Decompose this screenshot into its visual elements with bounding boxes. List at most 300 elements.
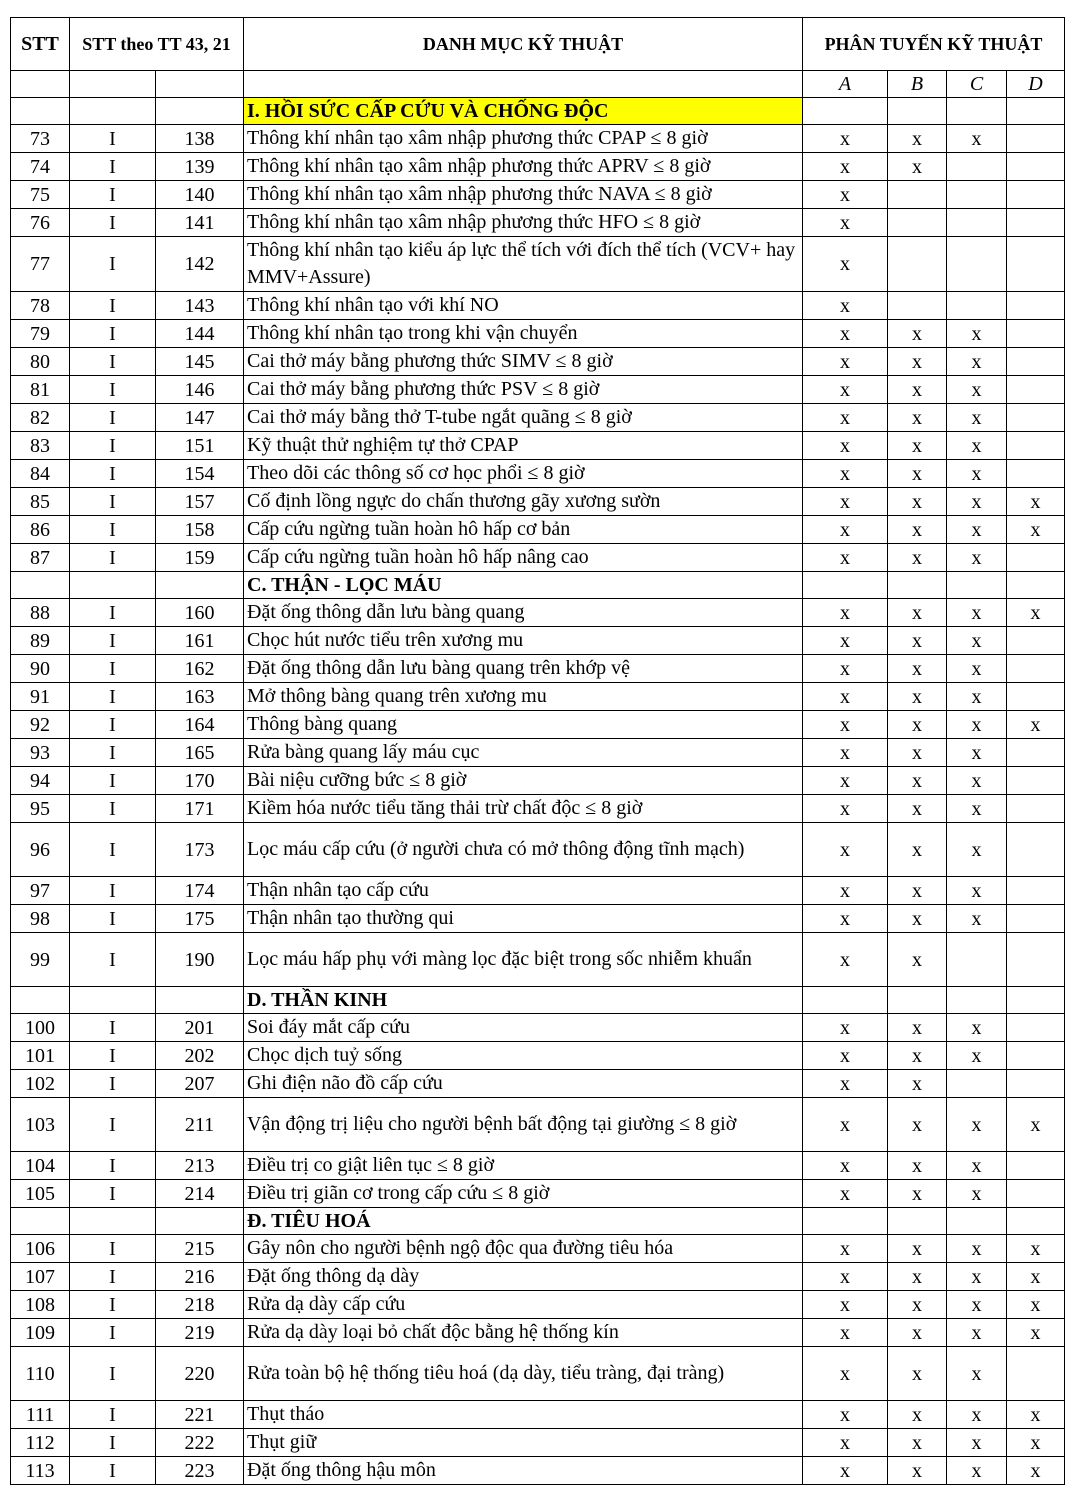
table-row [11, 432, 1065, 460]
row-technique-name: Thông khí nhân tạo xâm nhập phương thức CPAP ≤ 8 giờ [244, 125, 803, 153]
table-row [11, 739, 1065, 767]
row-stt: 78 [11, 292, 70, 320]
row-technique-name: Chọc hút nước tiểu trên xương mu [244, 627, 803, 655]
row-level-d [1007, 292, 1065, 320]
row-chapter: I [70, 1235, 156, 1263]
row-chapter: I [70, 1098, 156, 1152]
row-stt: 109 [11, 1319, 70, 1347]
row-level-b: x [888, 1042, 947, 1070]
row-level-a: x [803, 1180, 888, 1208]
table-row [11, 376, 1065, 404]
row-technique-name: Rửa toàn bộ hệ thống tiêu hoá (dạ dày, tiểu tràng, đại tràng) [244, 1347, 803, 1401]
row-level-a: x [803, 320, 888, 348]
row-level-b: x [888, 1457, 947, 1485]
row-level-a: x [803, 125, 888, 153]
row-chapter: I [70, 1042, 156, 1070]
row-level-c: x [947, 544, 1007, 572]
row-technique-name: Bài niệu cưỡng bức ≤ 8 giờ [244, 767, 803, 795]
row-level-c: x [947, 516, 1007, 544]
row-stt: 104 [11, 1152, 70, 1180]
row-level-b [888, 181, 947, 209]
row-level-a: x [803, 181, 888, 209]
row-stt: 105 [11, 1180, 70, 1208]
row-chapter: I [70, 1347, 156, 1401]
row-level-c: x [947, 348, 1007, 376]
section-title: D. THẦN KINH [244, 987, 803, 1014]
row-level-b: x [888, 488, 947, 516]
row-level-b: x [888, 795, 947, 823]
row-technique-name: Thông khí nhân tạo xâm nhập phương thức HFO ≤ 8 giờ [244, 209, 803, 237]
row-stt: 112 [11, 1429, 70, 1457]
row-level-d: x [1007, 1429, 1065, 1457]
row-technique-name: Cai thở máy bằng thở T-tube ngắt quãng ≤ 8 giờ [244, 404, 803, 432]
section-row [11, 1208, 1065, 1235]
row-level-a: x [803, 933, 888, 987]
header-phan-tuyen: PHÂN TUYẾN KỸ THUẬT [803, 18, 1065, 71]
row-chapter: I [70, 739, 156, 767]
row-technique-name: Cấp cứu ngừng tuần hoàn hô hấp cơ bản [244, 516, 803, 544]
row-stt: 110 [11, 1347, 70, 1401]
row-stt: 100 [11, 1014, 70, 1042]
row-level-b: x [888, 627, 947, 655]
row-level-c: x [947, 1263, 1007, 1291]
row-level-d [1007, 153, 1065, 181]
row-level-c: x [947, 1457, 1007, 1485]
row-level-a: x [803, 711, 888, 739]
row-level-d [1007, 683, 1065, 711]
row-level-b: x [888, 348, 947, 376]
table-row [11, 1235, 1065, 1263]
row-stt: 83 [11, 432, 70, 460]
row-technique-name: Đặt ống thông dẫn lưu bàng quang trên khớp vệ [244, 655, 803, 683]
table-row [11, 153, 1065, 181]
row-level-b [888, 209, 947, 237]
row-level-b: x [888, 1291, 947, 1319]
row-technique-name: Thụt tháo [244, 1401, 803, 1429]
row-technique-name: Điều trị co giật liên tục ≤ 8 giờ [244, 1152, 803, 1180]
row-level-c: x [947, 1180, 1007, 1208]
row-level-a: x [803, 460, 888, 488]
row-level-a: x [803, 1070, 888, 1098]
row-technique-name: Thận nhân tạo cấp cứu [244, 877, 803, 905]
row-level-c: x [947, 627, 1007, 655]
row-level-b: x [888, 1429, 947, 1457]
row-level-d [1007, 767, 1065, 795]
row-tt-number: 201 [156, 1014, 244, 1042]
header-col-b: B [888, 71, 947, 98]
row-level-c: x [947, 767, 1007, 795]
row-tt-number: 151 [156, 432, 244, 460]
row-stt: 74 [11, 153, 70, 181]
row-level-d [1007, 320, 1065, 348]
row-tt-number: 211 [156, 1098, 244, 1152]
row-level-b: x [888, 933, 947, 987]
row-tt-number: 218 [156, 1291, 244, 1319]
table-row [11, 404, 1065, 432]
row-stt: 106 [11, 1235, 70, 1263]
row-level-a: x [803, 209, 888, 237]
technique-table [10, 17, 1065, 1485]
table-row [11, 823, 1065, 877]
row-level-a: x [803, 376, 888, 404]
row-technique-name: Kiềm hóa nước tiểu tăng thải trừ chất độc ≤ 8 giờ [244, 795, 803, 823]
row-stt: 108 [11, 1291, 70, 1319]
row-level-d [1007, 1014, 1065, 1042]
row-chapter: I [70, 1429, 156, 1457]
row-chapter: I [70, 348, 156, 376]
table-row [11, 905, 1065, 933]
section-title: I. HỒI SỨC CẤP CỨU VÀ CHỐNG ĐỘC [244, 98, 803, 125]
row-level-c [947, 153, 1007, 181]
row-level-a: x [803, 348, 888, 376]
row-level-a: x [803, 516, 888, 544]
row-tt-number: 160 [156, 599, 244, 627]
row-level-d: x [1007, 1098, 1065, 1152]
row-level-d [1007, 376, 1065, 404]
row-technique-name: Gây nôn cho người bệnh ngộ độc qua đường tiêu hóa [244, 1235, 803, 1263]
row-level-c: x [947, 711, 1007, 739]
row-level-d: x [1007, 488, 1065, 516]
row-technique-name: Thông bàng quang [244, 711, 803, 739]
row-chapter: I [70, 795, 156, 823]
row-stt: 111 [11, 1401, 70, 1429]
row-level-d [1007, 655, 1065, 683]
row-level-a: x [803, 683, 888, 711]
row-level-c: x [947, 683, 1007, 711]
row-level-b: x [888, 1263, 947, 1291]
row-technique-name: Theo dõi các thông số cơ học phổi ≤ 8 giờ [244, 460, 803, 488]
table-row [11, 488, 1065, 516]
row-tt-number: 175 [156, 905, 244, 933]
row-level-a: x [803, 1152, 888, 1180]
row-level-a: x [803, 1401, 888, 1429]
row-level-b: x [888, 1319, 947, 1347]
row-chapter: I [70, 655, 156, 683]
row-chapter: I [70, 237, 156, 292]
row-level-c: x [947, 877, 1007, 905]
row-level-d: x [1007, 711, 1065, 739]
row-level-d: x [1007, 1291, 1065, 1319]
row-chapter: I [70, 209, 156, 237]
row-tt-number: 202 [156, 1042, 244, 1070]
table-row [11, 209, 1065, 237]
row-tt-number: 143 [156, 292, 244, 320]
row-level-d [1007, 877, 1065, 905]
row-level-b: x [888, 1180, 947, 1208]
row-level-c: x [947, 125, 1007, 153]
row-level-a: x [803, 404, 888, 432]
row-technique-name: Chọc dịch tuỷ sống [244, 1042, 803, 1070]
row-stt: 89 [11, 627, 70, 655]
row-tt-number: 162 [156, 655, 244, 683]
row-level-c: x [947, 1235, 1007, 1263]
row-level-d [1007, 1070, 1065, 1098]
row-chapter: I [70, 432, 156, 460]
row-level-c: x [947, 404, 1007, 432]
row-chapter: I [70, 404, 156, 432]
row-chapter: I [70, 1070, 156, 1098]
row-chapter: I [70, 1457, 156, 1485]
row-level-b [888, 237, 947, 292]
row-stt: 98 [11, 905, 70, 933]
table-row [11, 516, 1065, 544]
row-technique-name: Cai thở máy bằng phương thức SIMV ≤ 8 giờ [244, 348, 803, 376]
row-level-b: x [888, 153, 947, 181]
row-tt-number: 147 [156, 404, 244, 432]
row-level-c: x [947, 1014, 1007, 1042]
row-technique-name: Thụt giữ [244, 1429, 803, 1457]
row-tt-number: 164 [156, 711, 244, 739]
table-row [11, 767, 1065, 795]
row-level-b: x [888, 823, 947, 877]
row-tt-number: 144 [156, 320, 244, 348]
row-level-c: x [947, 488, 1007, 516]
row-chapter: I [70, 905, 156, 933]
table-row [11, 181, 1065, 209]
table-row [11, 933, 1065, 987]
row-tt-number: 157 [156, 488, 244, 516]
section-title: Đ. TIÊU HOÁ [244, 1208, 803, 1235]
row-stt: 95 [11, 795, 70, 823]
row-tt-number: 146 [156, 376, 244, 404]
section-row [11, 98, 1065, 125]
row-technique-name: Thông khí nhân tạo xâm nhập phương thức APRV ≤ 8 giờ [244, 153, 803, 181]
row-stt: 99 [11, 933, 70, 987]
row-technique-name: Ghi điện não đồ cấp cứu [244, 1070, 803, 1098]
row-level-d [1007, 181, 1065, 209]
table-row [11, 655, 1065, 683]
row-tt-number: 154 [156, 460, 244, 488]
row-tt-number: 138 [156, 125, 244, 153]
row-level-d [1007, 627, 1065, 655]
row-tt-number: 220 [156, 1347, 244, 1401]
row-level-c: x [947, 739, 1007, 767]
row-level-a: x [803, 432, 888, 460]
row-technique-name: Cấp cứu ngừng tuần hoàn hô hấp nâng cao [244, 544, 803, 572]
row-level-d [1007, 905, 1065, 933]
row-level-c: x [947, 432, 1007, 460]
row-level-b: x [888, 683, 947, 711]
table-row [11, 320, 1065, 348]
row-tt-number: 145 [156, 348, 244, 376]
row-technique-name: Thận nhân tạo thường qui [244, 905, 803, 933]
row-level-a: x [803, 1098, 888, 1152]
row-level-b: x [888, 599, 947, 627]
table-row [11, 1180, 1065, 1208]
row-chapter: I [70, 711, 156, 739]
row-level-b: x [888, 516, 947, 544]
row-level-a: x [803, 795, 888, 823]
row-tt-number: 221 [156, 1401, 244, 1429]
row-tt-number: 174 [156, 877, 244, 905]
table-row [11, 627, 1065, 655]
table-row [11, 237, 1065, 292]
table-row [11, 711, 1065, 739]
table-row [11, 1291, 1065, 1319]
row-stt: 91 [11, 683, 70, 711]
row-tt-number: 170 [156, 767, 244, 795]
row-level-b: x [888, 905, 947, 933]
row-technique-name: Rửa dạ dày cấp cứu [244, 1291, 803, 1319]
row-tt-number: 190 [156, 933, 244, 987]
row-chapter: I [70, 627, 156, 655]
table-row [11, 1152, 1065, 1180]
row-stt: 76 [11, 209, 70, 237]
row-chapter: I [70, 1263, 156, 1291]
row-level-d [1007, 460, 1065, 488]
table-row [11, 599, 1065, 627]
row-level-c: x [947, 599, 1007, 627]
row-level-c [947, 1070, 1007, 1098]
row-level-d: x [1007, 1457, 1065, 1485]
row-stt: 86 [11, 516, 70, 544]
row-level-c: x [947, 905, 1007, 933]
row-level-d [1007, 432, 1065, 460]
row-level-d: x [1007, 1319, 1065, 1347]
row-level-c [947, 933, 1007, 987]
row-level-c: x [947, 376, 1007, 404]
row-tt-number: 163 [156, 683, 244, 711]
row-chapter: I [70, 683, 156, 711]
table-row [11, 877, 1065, 905]
row-technique-name: Mở thông bàng quang trên xương mu [244, 683, 803, 711]
row-level-d: x [1007, 516, 1065, 544]
table-row [11, 1014, 1065, 1042]
row-level-d [1007, 237, 1065, 292]
row-chapter: I [70, 460, 156, 488]
row-chapter: I [70, 767, 156, 795]
row-chapter: I [70, 488, 156, 516]
row-level-c: x [947, 460, 1007, 488]
row-technique-name: Thông khí nhân tạo với khí NO [244, 292, 803, 320]
row-level-a: x [803, 905, 888, 933]
row-tt-number: 215 [156, 1235, 244, 1263]
row-level-a: x [803, 1235, 888, 1263]
row-chapter: I [70, 320, 156, 348]
table-row [11, 795, 1065, 823]
row-chapter: I [70, 1291, 156, 1319]
row-level-a: x [803, 877, 888, 905]
row-stt: 75 [11, 181, 70, 209]
row-stt: 102 [11, 1070, 70, 1098]
table-row [11, 1319, 1065, 1347]
row-level-b: x [888, 544, 947, 572]
row-tt-number: 139 [156, 153, 244, 181]
row-stt: 82 [11, 404, 70, 432]
row-level-c: x [947, 823, 1007, 877]
table-body [11, 98, 1065, 1485]
row-level-a: x [803, 1457, 888, 1485]
row-level-d: x [1007, 1263, 1065, 1291]
row-level-a: x [803, 544, 888, 572]
row-level-a: x [803, 1263, 888, 1291]
header-col-c: C [947, 71, 1007, 98]
row-level-a: x [803, 599, 888, 627]
section-row [11, 987, 1065, 1014]
row-stt: 79 [11, 320, 70, 348]
row-level-b: x [888, 739, 947, 767]
header-danh-muc: DANH MỤC KỸ THUẬT [244, 18, 803, 71]
row-level-b: x [888, 1401, 947, 1429]
row-tt-number: 223 [156, 1457, 244, 1485]
row-chapter: I [70, 599, 156, 627]
row-level-c: x [947, 1401, 1007, 1429]
row-level-c: x [947, 795, 1007, 823]
row-level-d [1007, 1152, 1065, 1180]
row-technique-name: Cai thở máy bằng phương thức PSV ≤ 8 giờ [244, 376, 803, 404]
row-level-c: x [947, 1347, 1007, 1401]
row-stt: 94 [11, 767, 70, 795]
row-level-d: x [1007, 1235, 1065, 1263]
row-tt-number: 213 [156, 1152, 244, 1180]
row-level-d [1007, 125, 1065, 153]
row-level-a: x [803, 655, 888, 683]
row-level-c: x [947, 655, 1007, 683]
row-chapter: I [70, 1152, 156, 1180]
table-row [11, 460, 1065, 488]
row-stt: 88 [11, 599, 70, 627]
row-level-b: x [888, 1070, 947, 1098]
header-stt: STT [11, 18, 70, 71]
row-stt: 81 [11, 376, 70, 404]
row-level-d: x [1007, 1401, 1065, 1429]
row-level-b: x [888, 767, 947, 795]
row-stt: 90 [11, 655, 70, 683]
row-technique-name: Thông khí nhân tạo trong khi vận chuyển [244, 320, 803, 348]
table-row [11, 1429, 1065, 1457]
row-chapter: I [70, 125, 156, 153]
row-level-a: x [803, 627, 888, 655]
row-level-a: x [803, 1291, 888, 1319]
table-row [11, 1098, 1065, 1152]
row-technique-name: Kỹ thuật thử nghiệm tự thở CPAP [244, 432, 803, 460]
row-chapter: I [70, 516, 156, 544]
row-level-d [1007, 1180, 1065, 1208]
row-level-d [1007, 348, 1065, 376]
row-level-d [1007, 1347, 1065, 1401]
row-level-b: x [888, 1152, 947, 1180]
row-level-a: x [803, 1042, 888, 1070]
row-level-b: x [888, 432, 947, 460]
table-row [11, 1070, 1065, 1098]
row-level-a: x [803, 1319, 888, 1347]
row-level-c: x [947, 1152, 1007, 1180]
row-stt: 93 [11, 739, 70, 767]
table-row [11, 544, 1065, 572]
row-technique-name: Thông khí nhân tạo xâm nhập phương thức NAVA ≤ 8 giờ [244, 181, 803, 209]
row-level-c: x [947, 1319, 1007, 1347]
row-tt-number: 171 [156, 795, 244, 823]
header-row [11, 18, 1065, 71]
header-stt-tt: STT theo TT 43, 21 [70, 18, 244, 71]
row-chapter: I [70, 292, 156, 320]
row-level-d [1007, 933, 1065, 987]
row-technique-name: Rửa dạ dày loại bỏ chất độc bằng hệ thống kín [244, 1319, 803, 1347]
row-technique-name: Vận động trị liệu cho người bệnh bất động tại giường ≤ 8 giờ [244, 1098, 803, 1152]
row-tt-number: 173 [156, 823, 244, 877]
row-technique-name: Đặt ống thông dẫn lưu bàng quang [244, 599, 803, 627]
row-level-a: x [803, 153, 888, 181]
row-technique-name: Lọc máu cấp cứu (ở người chưa có mở thông động tĩnh mạch) [244, 823, 803, 877]
row-stt: 96 [11, 823, 70, 877]
table-row [11, 1347, 1065, 1401]
row-level-a: x [803, 823, 888, 877]
row-technique-name: Thông khí nhân tạo kiểu áp lực thể tích với đích thể tích (VCV+ hay MMV+Assure) [244, 237, 803, 292]
row-level-b: x [888, 1235, 947, 1263]
row-chapter: I [70, 1319, 156, 1347]
row-level-c [947, 237, 1007, 292]
row-chapter: I [70, 1180, 156, 1208]
